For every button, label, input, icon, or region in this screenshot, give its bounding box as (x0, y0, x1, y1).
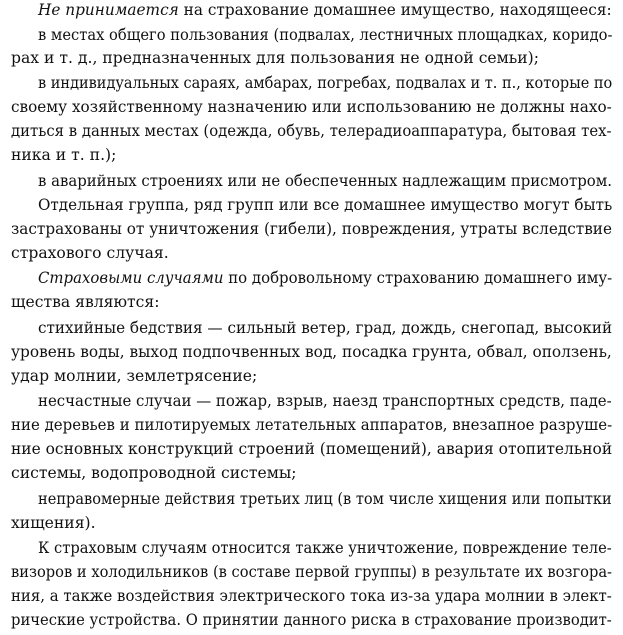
line-text: по добровольному страхованию домашнего иму- (223, 269, 613, 287)
line-text: неправомерные действия третьих лиц (в том числе хищения или попытки (38, 490, 612, 508)
line-text: своему хозяйственному назначению или использованию не должны нахо- (11, 98, 612, 116)
line-text: страхового случая. (11, 244, 169, 262)
line-text: системы, водопроводной системы; (11, 464, 297, 482)
text-line (11, 415, 612, 435)
text-line (38, 0, 612, 20)
italic-lead: Не принимается (38, 1, 179, 19)
text-line (38, 171, 612, 191)
text-line (11, 292, 160, 312)
text-line (11, 48, 539, 68)
text-line (11, 342, 612, 362)
text-line (38, 538, 612, 558)
text-line (11, 121, 612, 141)
line-text: в местах общего пользования (подвалах, лестничных площадках, коридо- (38, 26, 613, 44)
line-text: рические устройства. О принятии данного риска в страхование производит- (11, 611, 612, 629)
text-line (38, 391, 612, 411)
text-line (11, 97, 612, 117)
text-line (11, 219, 612, 239)
line-text: уровень воды, выход подпочвенных вод, посадка грунта, обвал, оползень, (11, 343, 612, 361)
line-text: несчастные случаи — пожар, взрыв, наезд транспортных средств, паде- (38, 392, 612, 410)
line-text: ние деревьев и пилотируемых летательных аппаратов, внезапное разруше- (11, 416, 613, 434)
text-line (11, 366, 257, 386)
text-line (11, 586, 612, 606)
text-line (11, 610, 612, 630)
line-text: диться в данных местах (одежда, обувь, телерадиоаппаратура, бытовая тех- (11, 122, 612, 140)
line-text: щества являются: (11, 293, 160, 311)
line-text: в аварийных строениях или не обеспеченных надлежащим присмотром. (38, 172, 613, 190)
text-line (38, 195, 612, 215)
line-text: ние основных конструкций строений (помещений), авария отопительной (11, 440, 613, 458)
text-line (11, 463, 297, 483)
line-text: рах и т. д., предназначенных для пользования не одной семьи); (11, 49, 540, 67)
text-line (11, 145, 116, 165)
text-line (11, 243, 169, 263)
line-text: в индивидуальных сараях, амбарах, погребах, подвалах и т. п., которые по (38, 74, 613, 92)
line-text: стихийные бедствия — сильный ветер, град, дождь, снегопад, высокий (38, 319, 613, 337)
text-line (38, 489, 612, 509)
line-text: ника и т. п.); (11, 146, 117, 164)
line-text: на страхование домашнее имущество, находящееся: (178, 1, 612, 19)
line-text: визоров и холодильников (в составе первой группы) в результате их возгора- (11, 563, 613, 581)
text-line (11, 513, 96, 533)
text-line (38, 268, 612, 288)
text-line (38, 318, 612, 338)
line-text: хищения). (11, 514, 96, 532)
text-line (11, 439, 612, 459)
text-line (11, 562, 612, 582)
line-text: ния, а также воздействия электрического тока из-за удара молнии в элект- (11, 587, 612, 605)
line-text: застрахованы от уничтожения (гибели), повреждения, утраты вследствие (11, 220, 612, 238)
italic-lead: Страховыми случаями (38, 269, 224, 287)
line-text: К страховым случаям относится также уничтожение, повреждение теле- (38, 539, 612, 557)
text-line (38, 73, 612, 93)
line-text: Отдельная группа, ряд групп или все домашнее имущество могут быть (38, 196, 613, 214)
line-text: удар молнии, землетрясение; (11, 367, 258, 385)
text-line (38, 25, 612, 45)
